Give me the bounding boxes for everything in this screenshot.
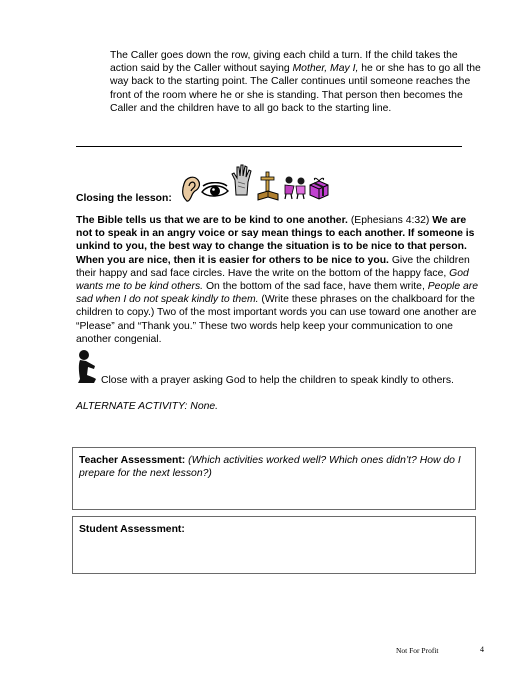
people-hug-icon [282, 176, 308, 200]
hand-icon [229, 162, 255, 196]
intro-paragraph [110, 49, 486, 115]
prayer-text: Close with a prayer asking God to help the children to speak kindly to others. [101, 375, 454, 386]
horizontal-rule [76, 146, 462, 147]
lesson-text-2: Give the children their happy and sad face circles. Have the write on the bottom of the happy face, [76, 254, 470, 279]
lesson-bold-1: The Bible tells us that we are to be kind to one another. [76, 215, 348, 226]
intro-text-1: The Caller goes down the row, giving each child a turn. If the child takes the action said by the Caller without saying [110, 50, 458, 75]
lesson-bold-2: We are not to speak in an angry voice or say mean things to each another. If someone is unkind to you, the best way to change the situation is to be nice to that person. When you are nice, then it is easier for others to be nice to you. [76, 215, 475, 266]
closing-lesson-label: Closing the lesson: [76, 193, 172, 204]
footer-not-for-profit: Not For Profit [396, 646, 439, 655]
student-assessment-label: Student Assessment: [79, 524, 185, 535]
student-assessment-text [73, 517, 475, 536]
lesson-paragraph [76, 214, 480, 346]
intro-text-2: he or she has to go all the way back to the starting point. The Caller continues until someone reaches the front of the room where he or she is standing. That person then becomes the Caller and the children have to all go back to the starting line. [110, 63, 481, 114]
lesson-text-3: On the bottom of the sad face, have them write, [203, 281, 428, 293]
bible-cross-icon [256, 170, 280, 202]
student-assessment-box[interactable] [72, 516, 476, 574]
footer-page-number: 4 [480, 645, 484, 654]
lesson-italic-2: People are sad when I do not speak kindly to them. [76, 281, 479, 306]
teacher-assessment-box[interactable] [72, 447, 476, 510]
intro-mother-may-i: Mother, May I, [292, 63, 359, 75]
teacher-assessment-text [73, 448, 475, 480]
alternate-activity: ALTERNATE ACTIVITY: None. [76, 401, 219, 412]
lesson-text-4: (Write these phrases on the chalkboard for the children to copy.) Two of the most important words you can use toward one another are “Please” and “Thank you.” These two words help keep your communication to one another congenial. [76, 294, 477, 345]
teacher-assessment-label: Teacher Assessment: [79, 455, 186, 466]
lesson-italic-1: God wants me to be kind others. [76, 267, 469, 293]
teacher-assessment-prompt: (Which activities worked well? Which ones didn’t? How do I prepare for the next lesson?) [79, 455, 461, 480]
praying-child-icon [76, 349, 102, 385]
lesson-text-1: (Ephesians 4:32) [347, 215, 433, 226]
ear-icon [180, 174, 202, 204]
closing-heading-row [76, 160, 376, 204]
eye-icon [200, 182, 230, 200]
gift-icon [307, 176, 331, 200]
